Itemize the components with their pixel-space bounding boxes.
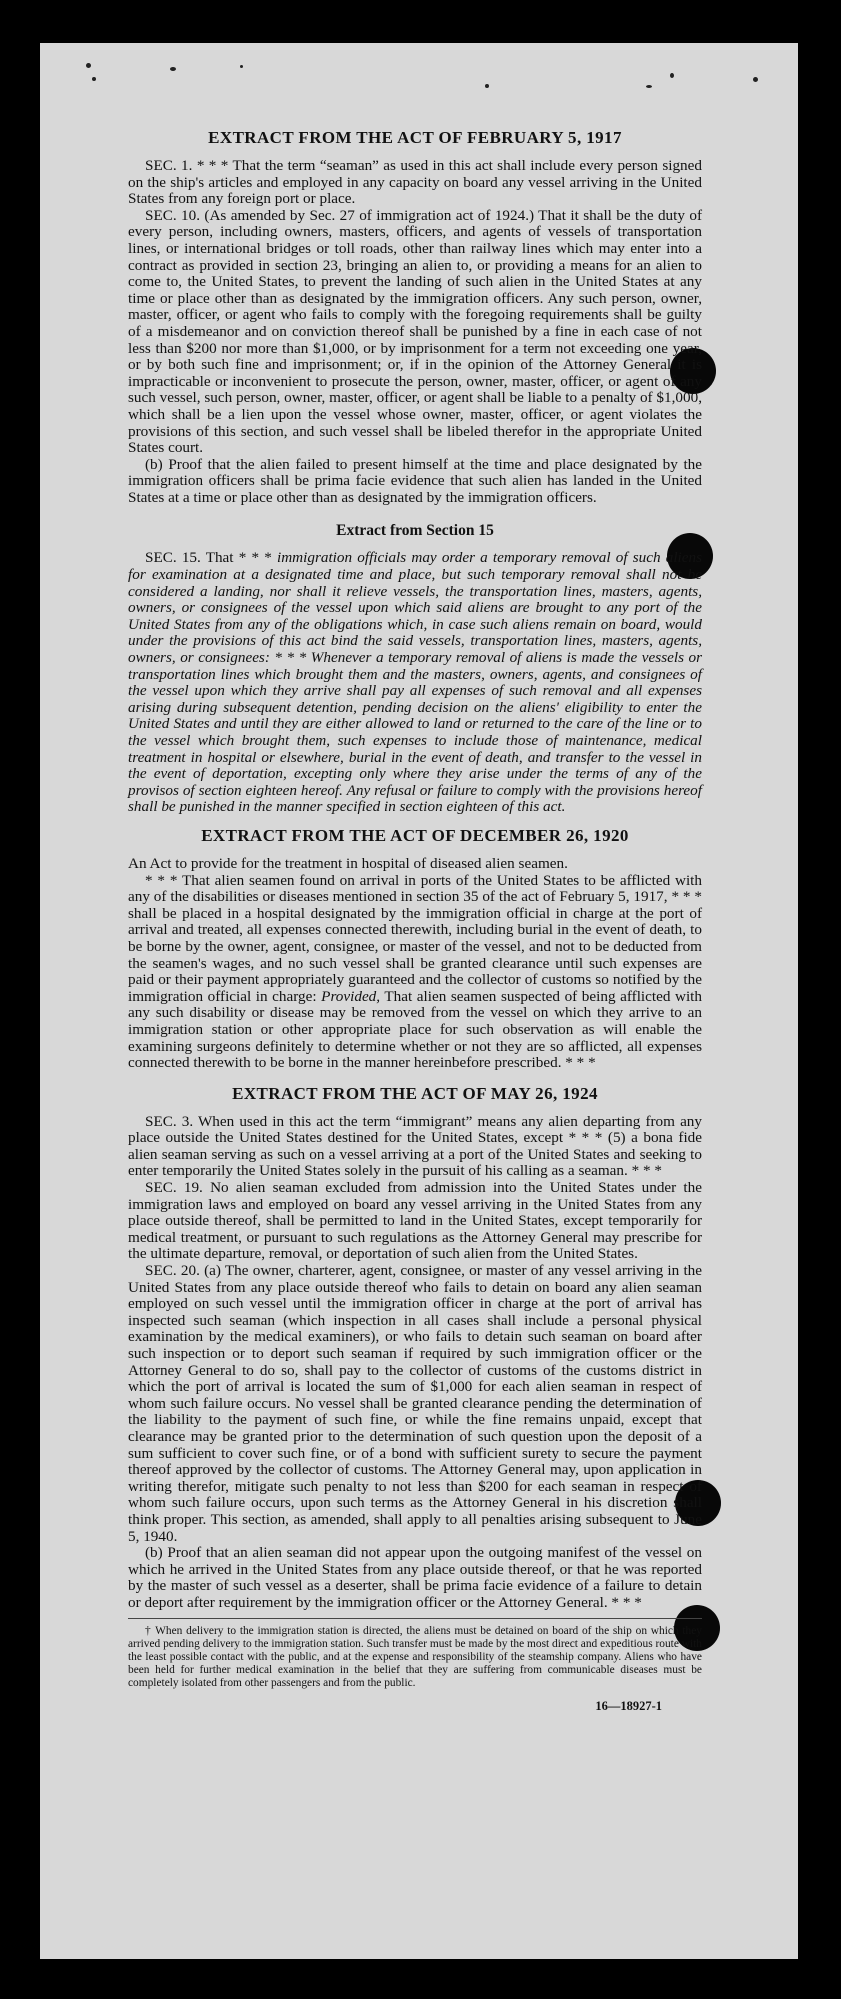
section-10: SEC. 10. (As amended by Sec. 27 of immigration act of 1924.) That it shall be the duty of every person, including owners, masters, officers, and agents of vessels of transportation lines, or international bridges or toll roads, other than railway lines which may enter into a contract as provided in section 23, bringing an alien to, or providing a means for an alien to come to, the United States, to prevent the landing of such alien in the United States at any time or place other than as designated by the immigration officers. Any such person, owner, master, officer, or agent who fails to comply with the foregoing requirements shall be guilty of a misdemeanor and on conviction thereof shall be punished by a fine in each case of not less than $200 nor more than $1,000, or by imprisonment for a term not exceeding one year, or by both such fine and imprisonment; or, if in the opinion of the Attorney General it is impracticable or inconvenient to prosecute the person, owner, master, officer, or agent of any such vessel, such person, owner, master, officer, or agent shall be liable to a penalty of $1,000, which shall be a lien upon the vessel whose owner, master, officer, or agent violates the provisions of this section, and such vessel shall be libeled therefor in the appropriate United States court. [128, 206, 702, 457]
footnote: † When delivery to the immigration station is directed, the aliens must be detained on board of the ship on which they arrived pending delivery to the immigration station. Such transfer must be made by the most direct and expeditious route with the least possible contact with the public, and at the expense and responsibility of the steamship company. Aliens who have been held for further medical examination in the belief that they are suffering from communicable diseases must be completely isolated from other passengers and from the public. [128, 1624, 702, 1690]
footnote-divider [128, 1618, 702, 1619]
act-1920-body-part-1: * * * That alien seamen found on arrival in ports of the United States to be afflicted with any of the disabilities or diseases mentioned in section 35 of the act of February 5, 1917, * * * shall be placed in a hospital designated by the immigration official in charge at the port of arrival and treated, all expenses connected therewith, including burial in the event of death, to be borne by the owner, agent, consignee, or master of the vessel, and not to be deducted from the seamen's wages, and no such vessel shall be granted clearance until such expenses are paid or their payment appropriately guaranteed and the collector of customs so notified by the immigration official in charge: [128, 871, 702, 1005]
scan-speck [753, 77, 758, 82]
heading-act-1924: EXTRACT FROM THE ACT OF MAY 26, 1924 [232, 1083, 598, 1103]
heading-act-1920: EXTRACT FROM THE ACT OF DECEMBER 26, 1920 [201, 825, 629, 845]
heading-act-1917: EXTRACT FROM THE ACT OF FEBRUARY 5, 1917 [208, 128, 622, 147]
section-15 [128, 550, 702, 816]
scan-speck [646, 85, 652, 88]
scan-speck [92, 77, 96, 81]
section-20b: (b) Proof that an alien seaman did not appear upon the outgoing manifest of the vessel on which he arrived in the United States from any place outside thereof, or that he was reported by the master of such vessel as a deserter, shall be prima facie evidence of a failure to detain or deport after requirement by the immigration officer or the Attorney General. * * * [128, 1544, 702, 1611]
section-15-label: SEC. 15. That * * * [145, 549, 272, 567]
form-number-row [128, 1691, 702, 1715]
act-1920-body [128, 873, 702, 1072]
scan-speck [86, 63, 91, 68]
section-1: SEC. 1. * * * That the term “seaman” as used in this act shall include every person signed on the ship's articles and employed in any capacity on board any vessel arriving in the United States from any foreign port or place. [128, 157, 702, 208]
form-number: 16—18927-1 [595, 1698, 662, 1713]
section-15-text: immigration officials may order a temporary removal of such aliens for examination at a designated time and place, but such temporary removal shall not be considered a landing, nor shall it relieve vessels, the transportation lines, masters, agents, owners, or consignees of the vessel upon which said aliens are brought to any port of the United States from any of the obligations which, in case such aliens remain on board, would under the provisions of this act bind the said vessels, transportation lines, masters, agents, owners, or consignees: * * * Whenever a temporary removal of aliens is made the vessels or transportation lines which brought them and the masters, owners, agents, and consignees of the vessel upon which they arrive shall pay all expenses of such removal and all expenses arising during subsequent detention, pending decision on the aliens' eligibility to enter the United States and until they are either allowed to land or returned to the care of the line or to the vessel which brought them, such expenses to include those of maintenance, medical treatment in hospital or elsewhere, burial in the event of death, and transfer to the vessel in the event of deportation, excepting only where they arise under the terms of any of the provisos of section eighteen hereof. Any refusal or failure to comply with the provisions hereof shall be punished in the manner specified in section eighteen of this act. [128, 549, 702, 816]
section-10b: (b) Proof that the alien failed to present himself at the time and place designated by the immigration officers shall be prima facie evidence that such alien has landed in the United States at a time or place other than as designated by the immigration officers. [128, 455, 702, 506]
scan-speck [670, 73, 674, 78]
document-body [128, 128, 702, 1715]
act-1920-title: An Act to provide for the treatment in hospital of diseased alien seamen. [128, 854, 568, 872]
section-19: SEC. 19. No alien seaman excluded from admission into the United States under the immigration laws and employed on board any vessel arriving in the United States from any place outside thereof, shall be permitted to land in the United States, except temporarily for medical treatment, or pursuant to such regulations as the Attorney General may prescribe for the ultimate departure, removal, or deportation of such alien from the United States. [128, 1179, 702, 1263]
scan-speck [485, 84, 489, 88]
act-1920-body-part-2: That alien seamen suspected of being afflicted with any such disability or disease may be removed from the vessel on which they arrive to an immigration station or other appropriate place for such observation as will enable the examining surgeons definitely to determine whether or not they are so afflicted, all expenses connected therewith to be borne in the manner hereinbefore prescribed. * * * [128, 987, 702, 1072]
provided-clause: Provided, [321, 987, 381, 1005]
section-3: SEC. 3. When used in this act the term “immigrant” means any alien departing from any place outside the United States destined for the United States, except * * * (5) a bona fide alien seaman serving as such on a vessel arriving at a port of the United States and seeking to enter temporarily the United States solely in the pursuit of his calling as a seaman. * * * [128, 1112, 702, 1180]
scan-speck [240, 65, 243, 68]
scan-speck [170, 67, 176, 71]
document-page [40, 43, 798, 1959]
heading-section-15: Extract from Section 15 [336, 522, 494, 540]
section-20: SEC. 20. (a) The owner, charterer, agent, consignee, or master of any vessel arriving in the United States from any place outside thereof who fails to detain on board any alien seaman employed on such vessel until the immigration officer in charge at the port of arrival has inspected such seaman (which inspection in all cases shall include a personal physical examination by the medical examiners), or who fails to detain such seaman on board after such inspection or to deport such seaman if required by such immigration officer or the Attorney General to do so, shall pay to the collector of customs of the customs district in which the port of arrival is located the sum of $1,000 for each alien seaman in respect of whom such failure occurs. No vessel shall be granted clearance pending the determination of the liability to the payment of such fine, or while the fine remains unpaid, except that clearance may be granted prior to the determination of such question upon the deposit of a sum sufficient to cover such fine, or of a bond with sufficient surety to secure the payment thereof approved by the collector of customs. The Attorney General may, upon application in writing therefor, mitigate such penalty to not less than $200 for each seaman in respect of whom such failure occurs, upon such terms as the Attorney General in his discretion shall think proper. This section, as amended, shall apply to all penalties arising subsequent to June 5, 1940. [128, 1262, 702, 1545]
